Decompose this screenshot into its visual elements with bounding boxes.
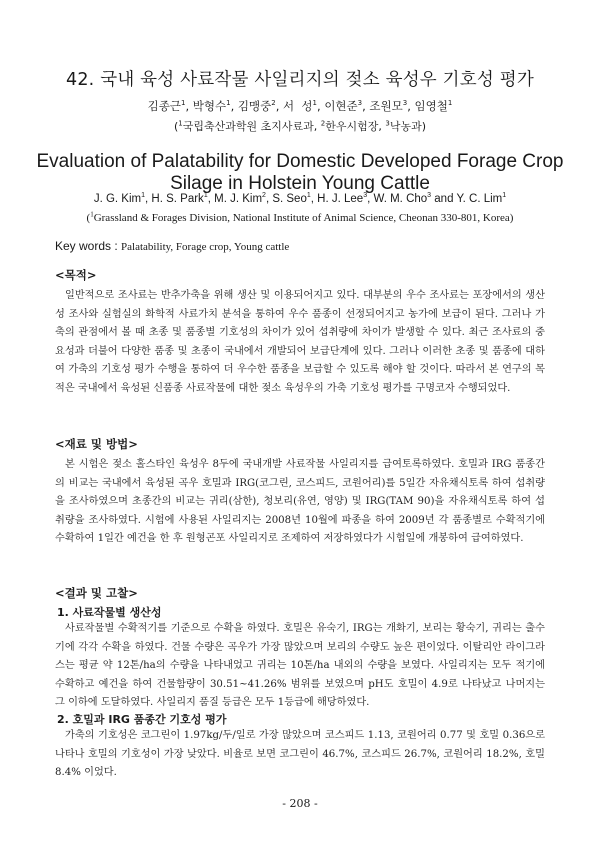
author-name: J. G. Kim [93,193,142,205]
subsection-heading-palatability: 2. 호밀과 IRG 품종간 기호성 평가 [57,713,227,726]
author-name: 김맹중 [237,99,272,113]
palatability-paragraph: 가축의 기호성은 코그린이 1.97kg/두/일로 가장 많았으며 코스피드 1.13, 코원어리 0.77 및 호밀 0.36으로 나타나 호밀의 기호성이 가장 낮았다. 비율로 보면 코그린이 46.7%, 코스피드 26.7%, 코원어리 18.2%, 호밀 8.4% 이었다. [55,730,545,779]
author-name: 서 성 [283,99,313,113]
author-name: Y. C. Lim [456,193,503,205]
purpose-paragraph: 일반적으로 조사료는 반추가축을 위해 생산 및 이용되어지고 있다. 대부분의 우수 조사료는 포장에서의 생산성 조사와 실험실의 화학적 사료가치 분석을 통하여 우수 품종이 선정되어지고 농가에 보급이 된다. 그러나 가축의 관점에서 볼 때 초종 및 품종별 기호성의 차이가 있어 섭취량에 차이가 발생할 수 있다. 최근 조사료의 중요성과 더불어 다양한 품종 및 초종이 국내에서 개발되어 보급단계에 있다. 그러나 이러한 초종 및 품종에 대하여 가축의 기호성 평가 수행을 통하여 더 우수한 품종을 보급할 수 있도록 해야 할 것이다. 따라서 본 연구의 목적은 국내에서 육성된 신품종 사료작물에 대한 젖소 육성우의 가축 기호성 평가를 구명코자 수행되었다. [55,290,545,394]
author-affiliation-mark: 2 [271,99,276,108]
paper-title-korean: 42. 국내 육성 사료작물 사일리지의 젖소 육성우 기호성 평가 [66,70,534,90]
author-list-english: J. G. Kim$^1$, H. S. Park$^1$, M. J. Kim$^2$, S. Seo$^1$, H. J. Lee$^3$, W. M. Cho$^3$ and Y. C. Lim$^1$ [93,192,507,205]
author-affiliation-mark: 1 [226,99,231,108]
paper-title-english: Evaluation of Palatability for Domestic Developed Forage Crop Silage in Holstein Young Cattle [36,151,564,194]
author-affiliation-mark: 1 [447,99,453,108]
section-heading-results: <결과 및 고찰> [55,586,138,600]
author-name: H. S. Park [151,193,204,205]
author-name: S. Seo [272,193,307,205]
section-heading-purpose: <목적> [55,268,97,282]
author-name: 이현준 [324,99,358,113]
affiliation-item: 한우시험장, [325,120,386,133]
author-affiliation-mark: 1 [181,99,186,108]
author-name: 조원모 [369,99,403,113]
methods-paragraph: 본 시험은 젖소 홀스타인 육성우 8두에 국내개발 사료작물 사일리지를 급여토록하였다. 호밀과 IRG 품종간의 비교는 국내에서 육성된 곡우 호밀과 IRG(코그린, 코스피드, 코원어리)를 5일간 자유채식토록 하여 섭취량을 조사하였으며 초종간의 비교는 귀리(삼한), 청보리(유연, 영양) 및 IRG(TAM 90)을 자유채식토록 하여 섭취량을 조사하였다. 시험에 사용된 사일리지는 2008년 10월에 파종을 하여 2009년 각 품종별로 수확적기에 수확하여 1일간 예건을 한 후 원형곤포 사일리지로 조제하여 저장하였다가 시험일에 개봉하여 급여하였다. [55,459,545,545]
subsection-heading-productivity: 1. 사료작물별 생산성 [57,606,162,619]
keywords-label: Key words : [55,239,122,253]
author-name: 임영철 [414,99,448,113]
affiliation-item: 낙농과 [389,120,422,133]
author-name: M. J. Kim [214,193,263,205]
author-name: H. J. Lee [317,193,364,205]
affiliation-item: 국립축산과학원 초지사료과, [182,120,321,133]
author-affiliation-mark: 3 [402,99,408,108]
keywords-value: Palatability, Forage crop, Young cattle [121,241,290,253]
affiliation-english: ($^1$Grassland & Forages Division, National Institute of Animal Science, Cheonan 330-801, Korea) [86,210,514,224]
productivity-paragraph: 사료작물별 수확적기를 기준으로 수확을 하였다. 호밀은 유숙기, IRG는 개화기, 보리는 황숙기, 귀리는 출수기에 각각 수확을 하였다. 건물 수량은 곡우가 가장 많았으며 보리의 수량도 높은 편이었다. 이탈리안 라이그라스는 평균 약 12톤/ha의 수량을 나타내었고 귀리는 10톤/ha 내외의 수량을 보였다. 사일리지는 모두 적기에 수확하고 예건을 하여 건물함량이 30.51~41.26% 범위를 보였으며 pH도 호밀이 4.9로 나타났고 나머지는 그 이하에 도달하였다. 사일리지 품질 등급은 모두 1등급에 해당하였다. [55,623,545,709]
author-affiliation-mark: 1 [312,99,317,108]
author-name: 박형수 [192,99,227,113]
page-number: - 208 - [282,797,318,810]
author-name: W. M. Cho [373,193,428,205]
keywords-line [55,239,555,253]
section-heading-methods: <재료 및 방법> [55,437,138,451]
author-affiliation-mark: 3 [357,99,363,108]
author-list-korean: 김종근$^1$, 박형수$^1$, 김맹중$^2$, 서 성$^1$, 이현준$^3$, 조원모$^3$, 임영철$^1$ [147,99,453,113]
author-name: 김종근 [147,99,181,113]
affiliation-korean: ($^1$국립축산과학원 초지사료과, $^2$한우시험장, $^3$낙농과) [173,119,427,133]
